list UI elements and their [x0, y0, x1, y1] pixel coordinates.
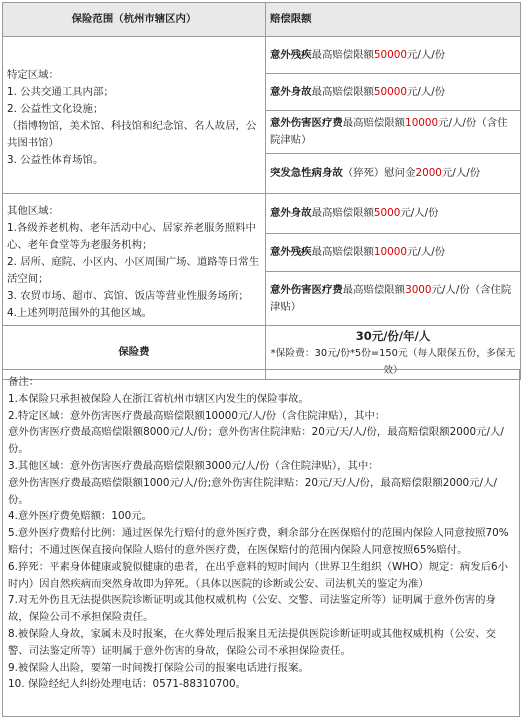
zone1-cell	[3, 37, 266, 194]
zone2-title: 其他区域：	[7, 205, 59, 217]
limit-amount: 10000	[405, 117, 439, 129]
zone2-cell	[3, 194, 266, 326]
zone1-limit-3	[266, 154, 521, 194]
note-item: 9.被保险人出险，要第一时间拨打保险公司的报案电话进行报案。	[8, 661, 309, 674]
coverage-table	[2, 2, 521, 380]
limit-suffix: 元/人/份	[406, 85, 446, 98]
limit-amount: 2000	[415, 167, 442, 179]
note-item: 意外伤害医疗费最高赔偿限额8000元/人/份；意外伤害住院津贴：20元/天/人/份，最高赔偿限额2000元/人/份。	[8, 426, 504, 456]
table-row	[3, 37, 521, 74]
coverage-name: 意外身故	[270, 207, 312, 219]
limit-suffix: 元/人/份（含住院津贴）	[270, 117, 508, 146]
zone1-limit-0	[266, 37, 521, 74]
zone2-line: 3. 农贸市场、超市、宾馆、饭店等营业性服务场所；	[7, 290, 249, 302]
zone1-line: 3. 公益性体育场馆。	[7, 154, 104, 166]
notes-box	[2, 369, 520, 717]
limit-prefix: 最高赔偿限额	[342, 283, 406, 296]
note-item: 8.被保险人身故，家属未及时报案，在火葬处理后报案且无法提供医院诊断证明或其他权威机构（公安、交警、司法鉴定所等）证明属于意外伤害的身故，保险公司不承担保险责任。	[8, 627, 496, 657]
note-item: 7.对无外伤且无法提供医院诊断证明或其他权威机构（公安、交警、司法鉴定所等）证明属于意外伤害的身故，保险公司不承担保险责任。	[8, 594, 496, 624]
zone2-line: 4.上述列明范围外的其他区域。	[7, 307, 152, 319]
limit-suffix: 元/人/份	[400, 207, 439, 219]
limit-amount: 10000	[373, 246, 407, 258]
scope-header: 保险范围（杭州市辖区内）	[3, 3, 266, 37]
zone1-line: （指博物馆，美术馆、科技馆和纪念馆、名人故居，公共图书馆）	[7, 120, 257, 149]
limit-prefix: 最高赔偿限额	[311, 246, 374, 258]
zone2-limit-1	[266, 234, 521, 272]
coverage-name: 意外残疾	[270, 48, 312, 61]
limit-suffix: 元/人/份（含住院津贴）	[270, 283, 512, 313]
zone2-limit-2	[266, 272, 521, 326]
note-item: 2.特定区域：意外伤害医疗费最高赔偿限额10000元/人/份（含住院津贴），其中：	[8, 409, 386, 422]
note-item: 10. 保险经纪人纠纷处理电话：0571-88310700。	[8, 678, 246, 691]
table-header	[3, 3, 521, 37]
zone2-line: 1.各级养老机构、老年活动中心、居家养老服务照料中心、老年食堂等为老服务机构；	[7, 222, 256, 251]
zone1-limit-2	[266, 111, 521, 154]
zone2-line: 2. 居所、庭院、小区内、小区周围广场、道路等日常生活空间；	[7, 256, 260, 285]
fee-label: 保险费	[3, 326, 266, 380]
limit-prefix: 最高赔偿限额	[311, 85, 374, 98]
coverage-name: 意外身故	[270, 85, 312, 98]
zone1-line: 1. 公共交通工具内部；	[7, 86, 114, 98]
zone1-title: 特定区域：	[7, 69, 59, 81]
zone2-limit-0	[266, 194, 521, 234]
limit-prefix: 最高赔偿限额	[311, 48, 374, 61]
note-item: 6.猝死：平素身体健康或貌似健康的患者，在出乎意料的短时间内（世界卫生组织（WHO）规定：病发后6小时内）因自然疾病而突然身故即为猝死。（具体以医院的诊断或公安、司法机关的鉴定为准）	[8, 560, 508, 590]
limit-amount: 3000	[405, 283, 432, 296]
note-item: 4.意外医疗费免赔额：100元。	[8, 510, 153, 523]
fee-note: *保险费：30元/份*5份=150元（每人限保五份，多保无效）	[270, 348, 516, 376]
limit-amount: 5000	[373, 207, 401, 219]
limit-prefix: 最高赔偿限额	[342, 117, 406, 129]
note-item: 意外伤害医疗费最高赔偿限额1000元/人/份;意外伤害住院津贴：20元/天/人/份，最高赔偿限额2000元/人/份。	[8, 476, 497, 506]
note-item: 1.本保险只承担被保险人在浙江省杭州市辖区内发生的保险事故。	[8, 392, 309, 405]
limit-prefix: 最高赔偿限额	[311, 207, 374, 219]
fee-amount: 30元/份/年/人	[355, 329, 431, 343]
limit-suffix: 元/人/份	[441, 167, 481, 179]
limit-suffix: 元/人/份	[406, 48, 446, 61]
limit-amount: 50000	[373, 85, 407, 98]
coverage-name: 意外伤害医疗费	[270, 117, 343, 129]
limit-amount: 50000	[373, 48, 407, 61]
zone1-limit-1	[266, 74, 521, 111]
note-item: 5.意外医疗费赔付比例：通过医保先行赔付的意外医疗费，剩余部分在医保赔付的范围内保险人同意按照70%赔付；不通过医保直接向保险人赔付的意外医疗费，在医保赔付的范围内保险人同意按照65%赔付。	[8, 527, 509, 556]
limit-header: 赔偿限额	[266, 3, 521, 37]
limit-suffix: 元/人/份	[406, 246, 446, 258]
coverage-name: 意外伤害医疗费	[270, 283, 343, 296]
limit-prefix: （猝死）慰问金	[342, 167, 416, 179]
zone1-line: 2. 公益性文化设施；	[7, 103, 104, 115]
coverage-name: 意外残疾	[270, 246, 312, 258]
note-item: 3.其他区域：意外伤害医疗费最高赔偿限额3000元/人/份（含住院津贴），其中：	[8, 459, 379, 472]
coverage-name: 突发急性病身故	[270, 167, 343, 179]
notes-title: 备注：	[8, 376, 40, 388]
table-row	[3, 194, 521, 234]
